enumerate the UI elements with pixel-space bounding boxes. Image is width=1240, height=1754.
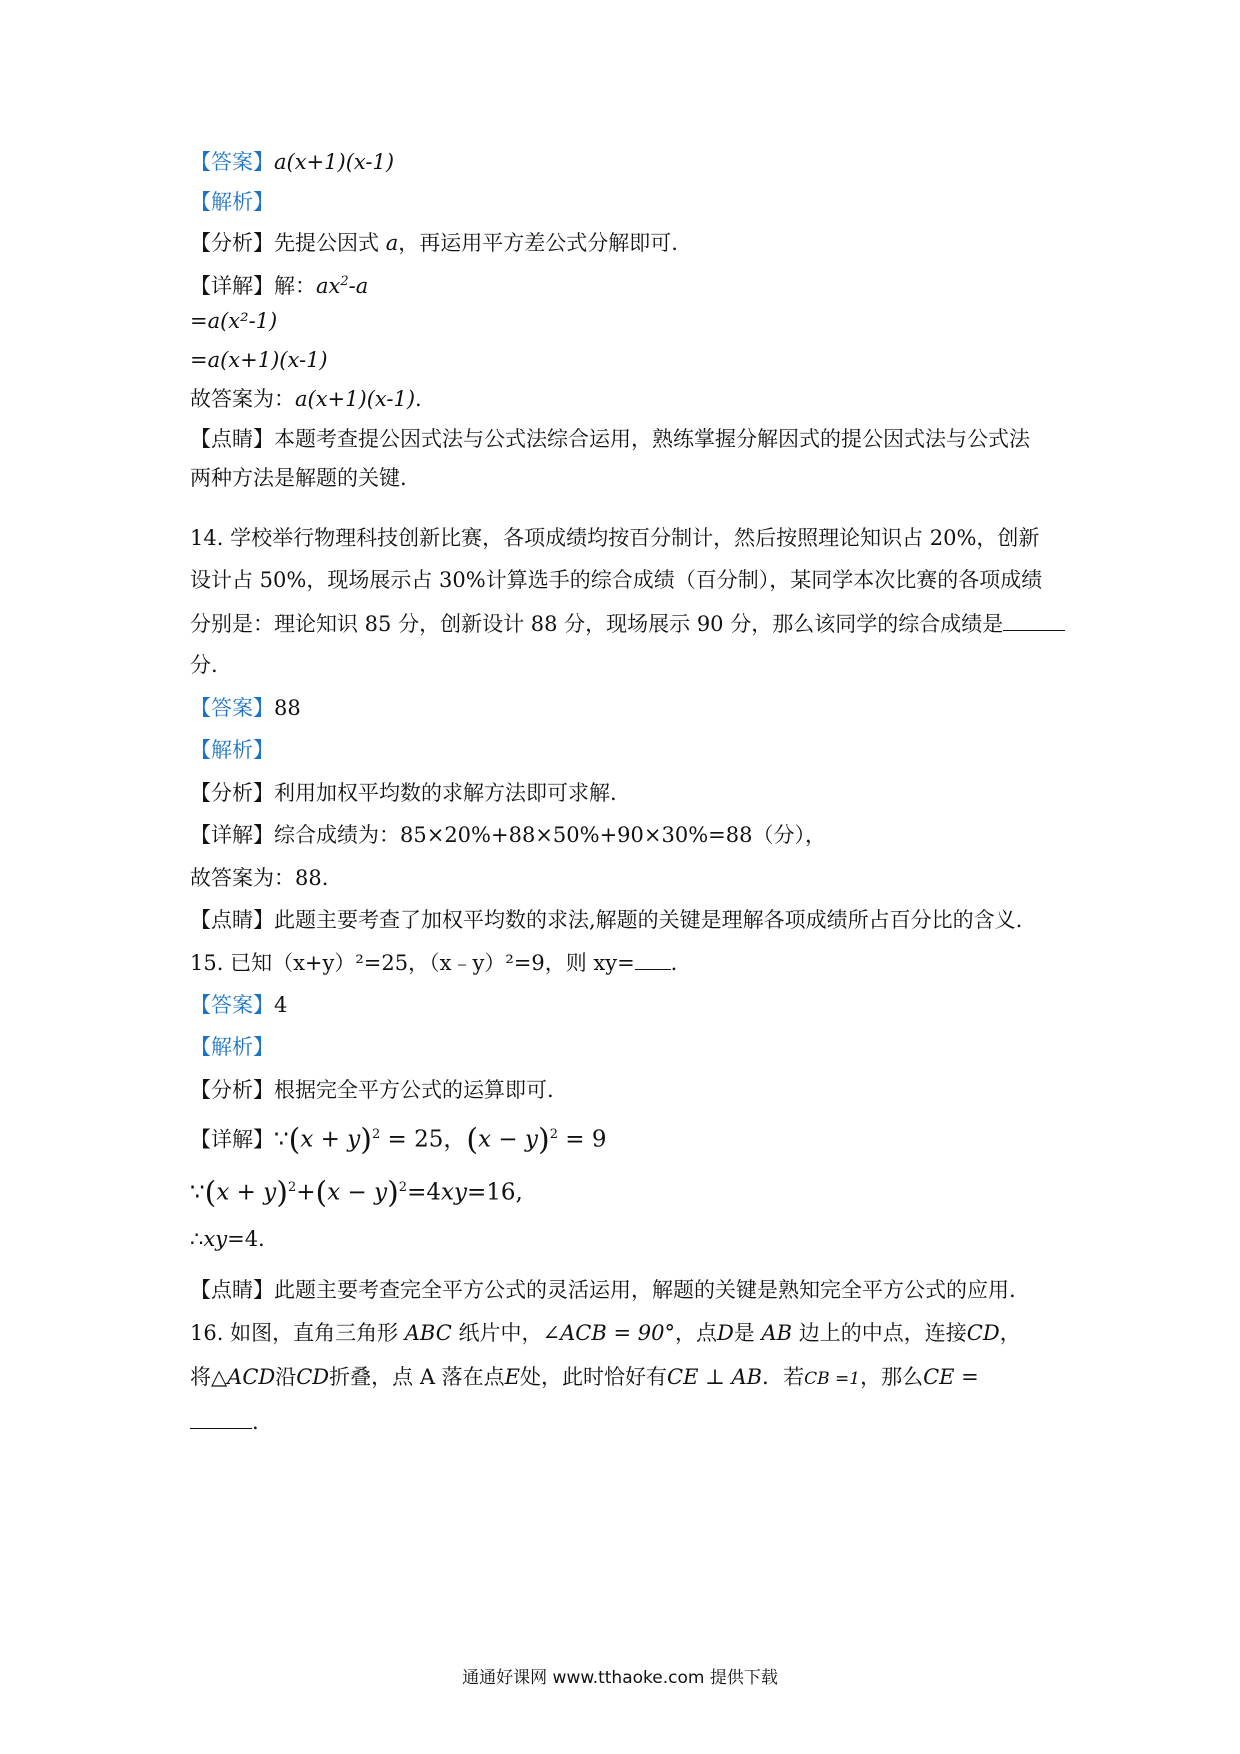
q16-d: D <box>716 1321 734 1345</box>
q13-fenxi-line <box>190 228 678 258</box>
q15-blank <box>635 947 671 970</box>
q16-l1-c: ，点 <box>674 1321 717 1345</box>
answer-tag: 【答案】 <box>190 150 274 174</box>
q16-line1 <box>190 1318 1021 1348</box>
q16-l2-d: 处，此时恰好有 <box>520 1365 667 1389</box>
q14-detail: 综合成绩为：85×20%+88×50%+90×30%=88（分）， <box>274 823 826 847</box>
q14-blank <box>1003 608 1065 631</box>
q14-conclusion: 故答案为：88. <box>190 866 329 890</box>
q16-l1-b: 纸片中， <box>458 1321 543 1345</box>
q15-line3-rest: =4. <box>227 1227 265 1251</box>
comment-tag: 【点睛】 <box>190 427 274 451</box>
q16-blank <box>190 1406 252 1429</box>
q14-line3-text: 分别是：理论知识 85 分，创新设计 88 分，现场展示 90 分，那么该同学的综合成绩是 <box>190 612 1004 636</box>
q13-conclusion <box>190 384 422 414</box>
q13-conclusion-math: a(x+1)(x-1) <box>295 387 416 411</box>
q14-detail-line <box>190 820 826 850</box>
q16-line3-end: . <box>252 1410 259 1434</box>
q15-eq1-expr: x + y <box>300 1126 361 1153</box>
q15-fenxi: 根据完全平方公式的运算即可. <box>274 1078 554 1102</box>
q13-conclusion-prefix: 故答案为： <box>190 387 295 411</box>
q16-cd: CD <box>966 1321 1000 1345</box>
q13-step2: =a(x+1)(x-1) <box>190 348 328 372</box>
q16-l1-a: 16. 如图，直角三角形 <box>190 1321 399 1345</box>
q15-comment-line <box>190 1275 1016 1305</box>
fenxi-tag: 【分析】 <box>190 781 274 805</box>
comment-tag: 【点睛】 <box>190 908 274 932</box>
q15-fenxi-line <box>190 1075 554 1105</box>
q16-l2-g: ，那么 <box>860 1365 924 1389</box>
q16-line2 <box>190 1362 979 1394</box>
q13-comment-1 <box>190 424 1030 454</box>
q15-analysis-tag <box>190 1032 274 1062</box>
comment-tag: 【点睛】 <box>190 1278 274 1302</box>
q16-l2-b: 沿 <box>275 1365 297 1389</box>
q13-comment-text1: 本题考查提公因式法与公式法综合运用，熟练掌握分解因式的提公因式法与公式法 <box>274 427 1030 451</box>
because-symbol: ∵ <box>274 1126 289 1153</box>
q16-line3 <box>190 1406 259 1437</box>
detail-tag: 【详解】 <box>190 1127 274 1152</box>
q14-answer-line <box>190 693 301 723</box>
q14-line4: 分. <box>190 653 218 677</box>
q14-line1: 14. 学校举行物理科技创新比赛，各项成绩均按百分制计，然后按照理论知识占 20%，创新 <box>190 526 1040 550</box>
analysis-tag: 【解析】 <box>190 738 274 762</box>
q16-e: E <box>504 1365 520 1389</box>
q16-angle: ∠ACB = 90° <box>542 1321 675 1345</box>
q15-answer-line <box>190 990 287 1020</box>
answer-tag: 【答案】 <box>190 993 274 1017</box>
q13-fenxi-text: 先提公因式 <box>274 231 379 255</box>
q15-line3-var: xy <box>203 1227 228 1251</box>
q13-conclusion-end: . <box>415 387 422 411</box>
q14-analysis-tag <box>190 735 274 765</box>
q14-fenxi-line <box>190 778 617 808</box>
q16-ab: AB <box>761 1321 793 1345</box>
q16-l1-e: 是 <box>733 1321 755 1345</box>
q13-comment-2: 两种方法是解题的关键. <box>190 466 407 490</box>
q16-l1-g: ， <box>999 1321 1021 1345</box>
fenxi-tag: 【分析】 <box>190 231 274 255</box>
q13-analysis-tag <box>190 187 274 217</box>
answer-tag: 【答案】 <box>190 696 274 720</box>
q13-detail-line <box>190 267 368 301</box>
q16-l1-f: 边上的中点，连接 <box>798 1321 967 1345</box>
therefore-symbol: ∴ <box>190 1227 204 1251</box>
q15-line3 <box>190 1224 265 1254</box>
q14-answer: 88 <box>274 696 301 720</box>
q15-question-end: . <box>670 951 678 975</box>
fenxi-tag: 【分析】 <box>190 1078 274 1102</box>
because-symbol: ∵ <box>190 1179 205 1206</box>
detail-tag: 【详解】 <box>190 274 274 298</box>
q16-cd2: CD <box>296 1365 330 1389</box>
q14-comment-line <box>190 905 1022 935</box>
q16-abc: ABC <box>404 1321 452 1345</box>
q14-comment: 此题主要考查了加权平均数的求法,解题的关键是理解各项成绩所占百分比的含义. <box>274 908 1023 932</box>
q14-line2: 设计占 50%，现场展示占 30%计算选手的综合成绩（百分制），某同学本次比赛的各项成绩 <box>190 568 1043 592</box>
q15-question-text: 15. 已知（x+y）²=25，（x﹣y）²=9，则 xy= <box>190 951 635 975</box>
analysis-tag: 【解析】 <box>190 190 274 214</box>
q13-detail-prefix: 解： <box>274 274 316 298</box>
q15-line2-a: x + y <box>216 1179 277 1206</box>
q15-line2-d: =16, <box>466 1179 523 1206</box>
q16-tri: △ACD <box>211 1365 276 1389</box>
q13-detail-expr: $ax^2-a$ <box>316 274 369 298</box>
q13-fenxi-var: a <box>385 231 399 255</box>
analysis-tag: 【解析】 <box>190 1035 274 1059</box>
q16-l2-a: 将 <box>190 1365 211 1389</box>
q13-fenxi-rest: ，再运用平方差公式分解即可. <box>398 231 678 255</box>
q16-l2-f: ．若 <box>762 1365 805 1389</box>
q16-ce: CE = <box>923 1365 979 1389</box>
q16-l2-c: 折叠，点 A 落在点 <box>329 1365 505 1389</box>
q15-line2-b: x − y <box>327 1179 388 1206</box>
q15-eq2-expr: x − y <box>478 1126 538 1153</box>
q15-line2: ∵(x + $y)^2+(x - y)^2=4xy=16$, <box>190 1175 523 1211</box>
q14-fenxi: 利用加权平均数的求解方法即可求解. <box>274 781 617 805</box>
q15-eq1-rhs: = 25， <box>387 1126 467 1153</box>
q14-line3 <box>190 608 1065 639</box>
page-footer: 通通好课网 www.tthaoke.com 提供下载 <box>462 1668 778 1688</box>
q15-detail-line: 【详解】∵(x + y)$^2$ = 25，$(x - y)^2 = 9$ <box>190 1122 607 1158</box>
q15-answer: 4 <box>274 993 288 1017</box>
detail-tag: 【详解】 <box>190 823 274 847</box>
q13-answer-line <box>190 147 394 177</box>
q16-perp: CE ⊥ AB <box>667 1365 763 1389</box>
q16-cb: CB =1 <box>804 1369 861 1389</box>
q13-answer: a(x+1)(x-1) <box>274 150 395 174</box>
q15-question <box>190 947 677 978</box>
q15-line2-var: xy <box>440 1179 467 1206</box>
q15-line2-c: =4 <box>407 1179 441 1206</box>
q15-comment: 此题主要考查完全平方公式的灵活运用，解题的关键是熟知完全平方公式的应用. <box>274 1278 1016 1302</box>
q13-step1: =a(x²-1) <box>190 309 278 333</box>
q15-eq2-rhs: = 9 <box>565 1126 607 1153</box>
